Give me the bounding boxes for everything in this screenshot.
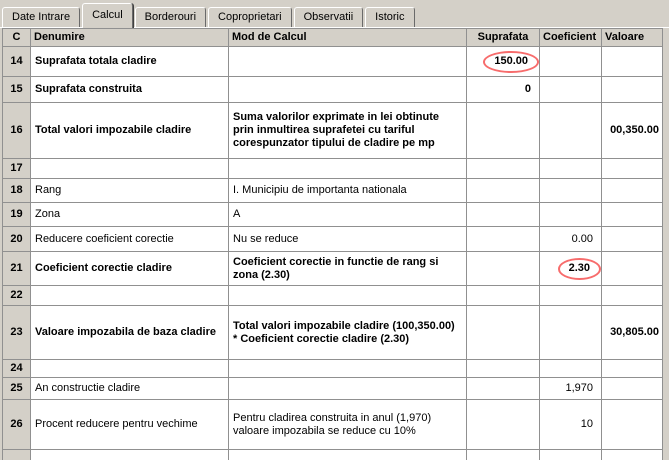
tab-calcul[interactable]: Calcul (82, 3, 133, 28)
mod-de-calcul-cell: Coeficient corectie in functie de rang si zona (2.30) (229, 252, 467, 286)
tab-date-intrare[interactable]: Date Intrare (2, 7, 80, 28)
suprafata-cell (467, 360, 540, 378)
table-row (3, 378, 663, 400)
valoare-cell (602, 252, 663, 286)
table-row (3, 47, 663, 77)
mod-de-calcul-cell (229, 77, 467, 103)
denumire-cell: Suprafata totala cladire (31, 47, 229, 77)
table-row (3, 227, 663, 252)
suprafata-cell (467, 203, 540, 227)
row-number-cell: 16 (3, 103, 31, 159)
tab-coproprietari[interactable]: Coproprietari (208, 7, 292, 28)
suprafata-cell (467, 378, 540, 400)
valoare-cell (602, 227, 663, 252)
mod-de-calcul-cell: I. Municipiu de importanta nationala (229, 179, 467, 203)
tab-observatii[interactable]: Observatii (294, 7, 364, 28)
coeficient-cell (540, 306, 602, 360)
denumire-cell: An constructie cladire (31, 378, 229, 400)
suprafata-cell (467, 286, 540, 306)
mod-de-calcul-cell: Nu se reduce (229, 227, 467, 252)
row-number-cell: 25 (3, 378, 31, 400)
coeficient-cell (540, 286, 602, 306)
valoare-cell: 00,350.00 (602, 103, 663, 159)
mod-de-calcul-cell (229, 159, 467, 179)
mod-de-calcul-cell (229, 47, 467, 77)
row-number-cell: 17 (3, 159, 31, 179)
coeficient-cell (540, 252, 602, 286)
suprafata-cell (467, 450, 540, 460)
col-header-suprafata: Suprafata (467, 29, 540, 47)
table-row (3, 360, 663, 378)
valoare-cell (602, 203, 663, 227)
col-header-mod-de-calcul: Mod de Calcul (229, 29, 467, 47)
denumire-cell: Reducere coeficient corectie (31, 227, 229, 252)
suprafata-cell (467, 227, 540, 252)
row-number-cell: 24 (3, 360, 31, 378)
denumire-cell (31, 360, 229, 378)
tab-istoric[interactable]: Istoric (365, 7, 414, 28)
table-row (3, 103, 663, 159)
row-number-cell: 15 (3, 77, 31, 103)
calcul-table (2, 28, 663, 460)
row-number-cell: 20 (3, 227, 31, 252)
row-number-cell: 23 (3, 306, 31, 360)
coeficient-cell (540, 450, 602, 460)
valoare-cell: 30,805.00 (602, 306, 663, 360)
row-number-cell: 18 (3, 179, 31, 203)
suprafata-cell (467, 400, 540, 450)
suprafata-cell (467, 47, 540, 77)
mod-de-calcul-cell: Suma valorilor exprimate in lei obtinute prin inmultirea suprafetei cu tariful corespunzator tipului de cladire pe mp (229, 103, 467, 159)
table-row (3, 450, 663, 460)
coeficient-cell (540, 360, 602, 378)
tab-borderouri[interactable]: Borderouri (135, 7, 206, 28)
denumire-cell (31, 450, 229, 460)
table-row (3, 203, 663, 227)
row-number-cell: 21 (3, 252, 31, 286)
red-circle-annotation: 2.30 (558, 258, 601, 280)
coeficient-cell: 1,970 (540, 378, 602, 400)
denumire-cell: Coeficient corectie cladire (31, 252, 229, 286)
coeficient-cell (540, 77, 602, 103)
tab-bar (0, 0, 669, 28)
coeficient-cell: 10 (540, 400, 602, 450)
denumire-cell: Total valori impozabile cladire (31, 103, 229, 159)
denumire-cell (31, 286, 229, 306)
valoare-cell (602, 77, 663, 103)
col-header-denumire: Denumire (31, 29, 229, 47)
mod-de-calcul-cell (229, 286, 467, 306)
valoare-cell (602, 286, 663, 306)
calcul-grid-container (2, 28, 662, 460)
coeficient-cell (540, 203, 602, 227)
valoare-cell (602, 400, 663, 450)
suprafata-cell (467, 103, 540, 159)
coeficient-cell (540, 103, 602, 159)
table-row (3, 252, 663, 286)
suprafata-cell (467, 252, 540, 286)
table-row (3, 159, 663, 179)
mod-de-calcul-cell (229, 378, 467, 400)
coeficient-cell (540, 159, 602, 179)
valoare-cell (602, 179, 663, 203)
row-number-cell: 26 (3, 400, 31, 450)
suprafata-cell (467, 179, 540, 203)
suprafata-cell (467, 306, 540, 360)
denumire-cell: Rang (31, 179, 229, 203)
coeficient-cell: 0.00 (540, 227, 602, 252)
row-number-cell: 19 (3, 203, 31, 227)
table-row (3, 77, 663, 103)
suprafata-cell: 0 (467, 77, 540, 103)
suprafata-cell (467, 159, 540, 179)
denumire-cell: Procent reducere pentru vechime (31, 400, 229, 450)
coeficient-cell (540, 179, 602, 203)
header-row (3, 29, 663, 47)
table-row (3, 179, 663, 203)
denumire-cell: Suprafata construita (31, 77, 229, 103)
valoare-cell (602, 47, 663, 77)
mod-de-calcul-cell (229, 450, 467, 460)
table-row (3, 306, 663, 360)
table-row (3, 286, 663, 306)
mod-de-calcul-cell (229, 360, 467, 378)
col-header-c: C (3, 29, 31, 47)
mod-de-calcul-cell: A (229, 203, 467, 227)
valoare-cell (602, 450, 663, 460)
row-number-cell (3, 450, 31, 460)
row-number-cell: 22 (3, 286, 31, 306)
mod-de-calcul-cell: Pentru cladirea construita in anul (1,970) valoare impozabila se reduce cu 10% (229, 400, 467, 450)
valoare-cell (602, 360, 663, 378)
table-row (3, 400, 663, 450)
col-header-coeficient: Coeficient (540, 29, 602, 47)
denumire-cell: Valoare impozabila de baza cladire (31, 306, 229, 360)
valoare-cell (602, 378, 663, 400)
mod-de-calcul-cell: Total valori impozabile cladire (100,350.00) * Coeficient corectie cladire (2.30) (229, 306, 467, 360)
col-header-valoare: Valoare (602, 29, 663, 47)
denumire-cell: Zona (31, 203, 229, 227)
coeficient-cell (540, 47, 602, 77)
red-circle-annotation: 150.00 (483, 51, 539, 73)
denumire-cell (31, 159, 229, 179)
valoare-cell (602, 159, 663, 179)
row-number-cell: 14 (3, 47, 31, 77)
